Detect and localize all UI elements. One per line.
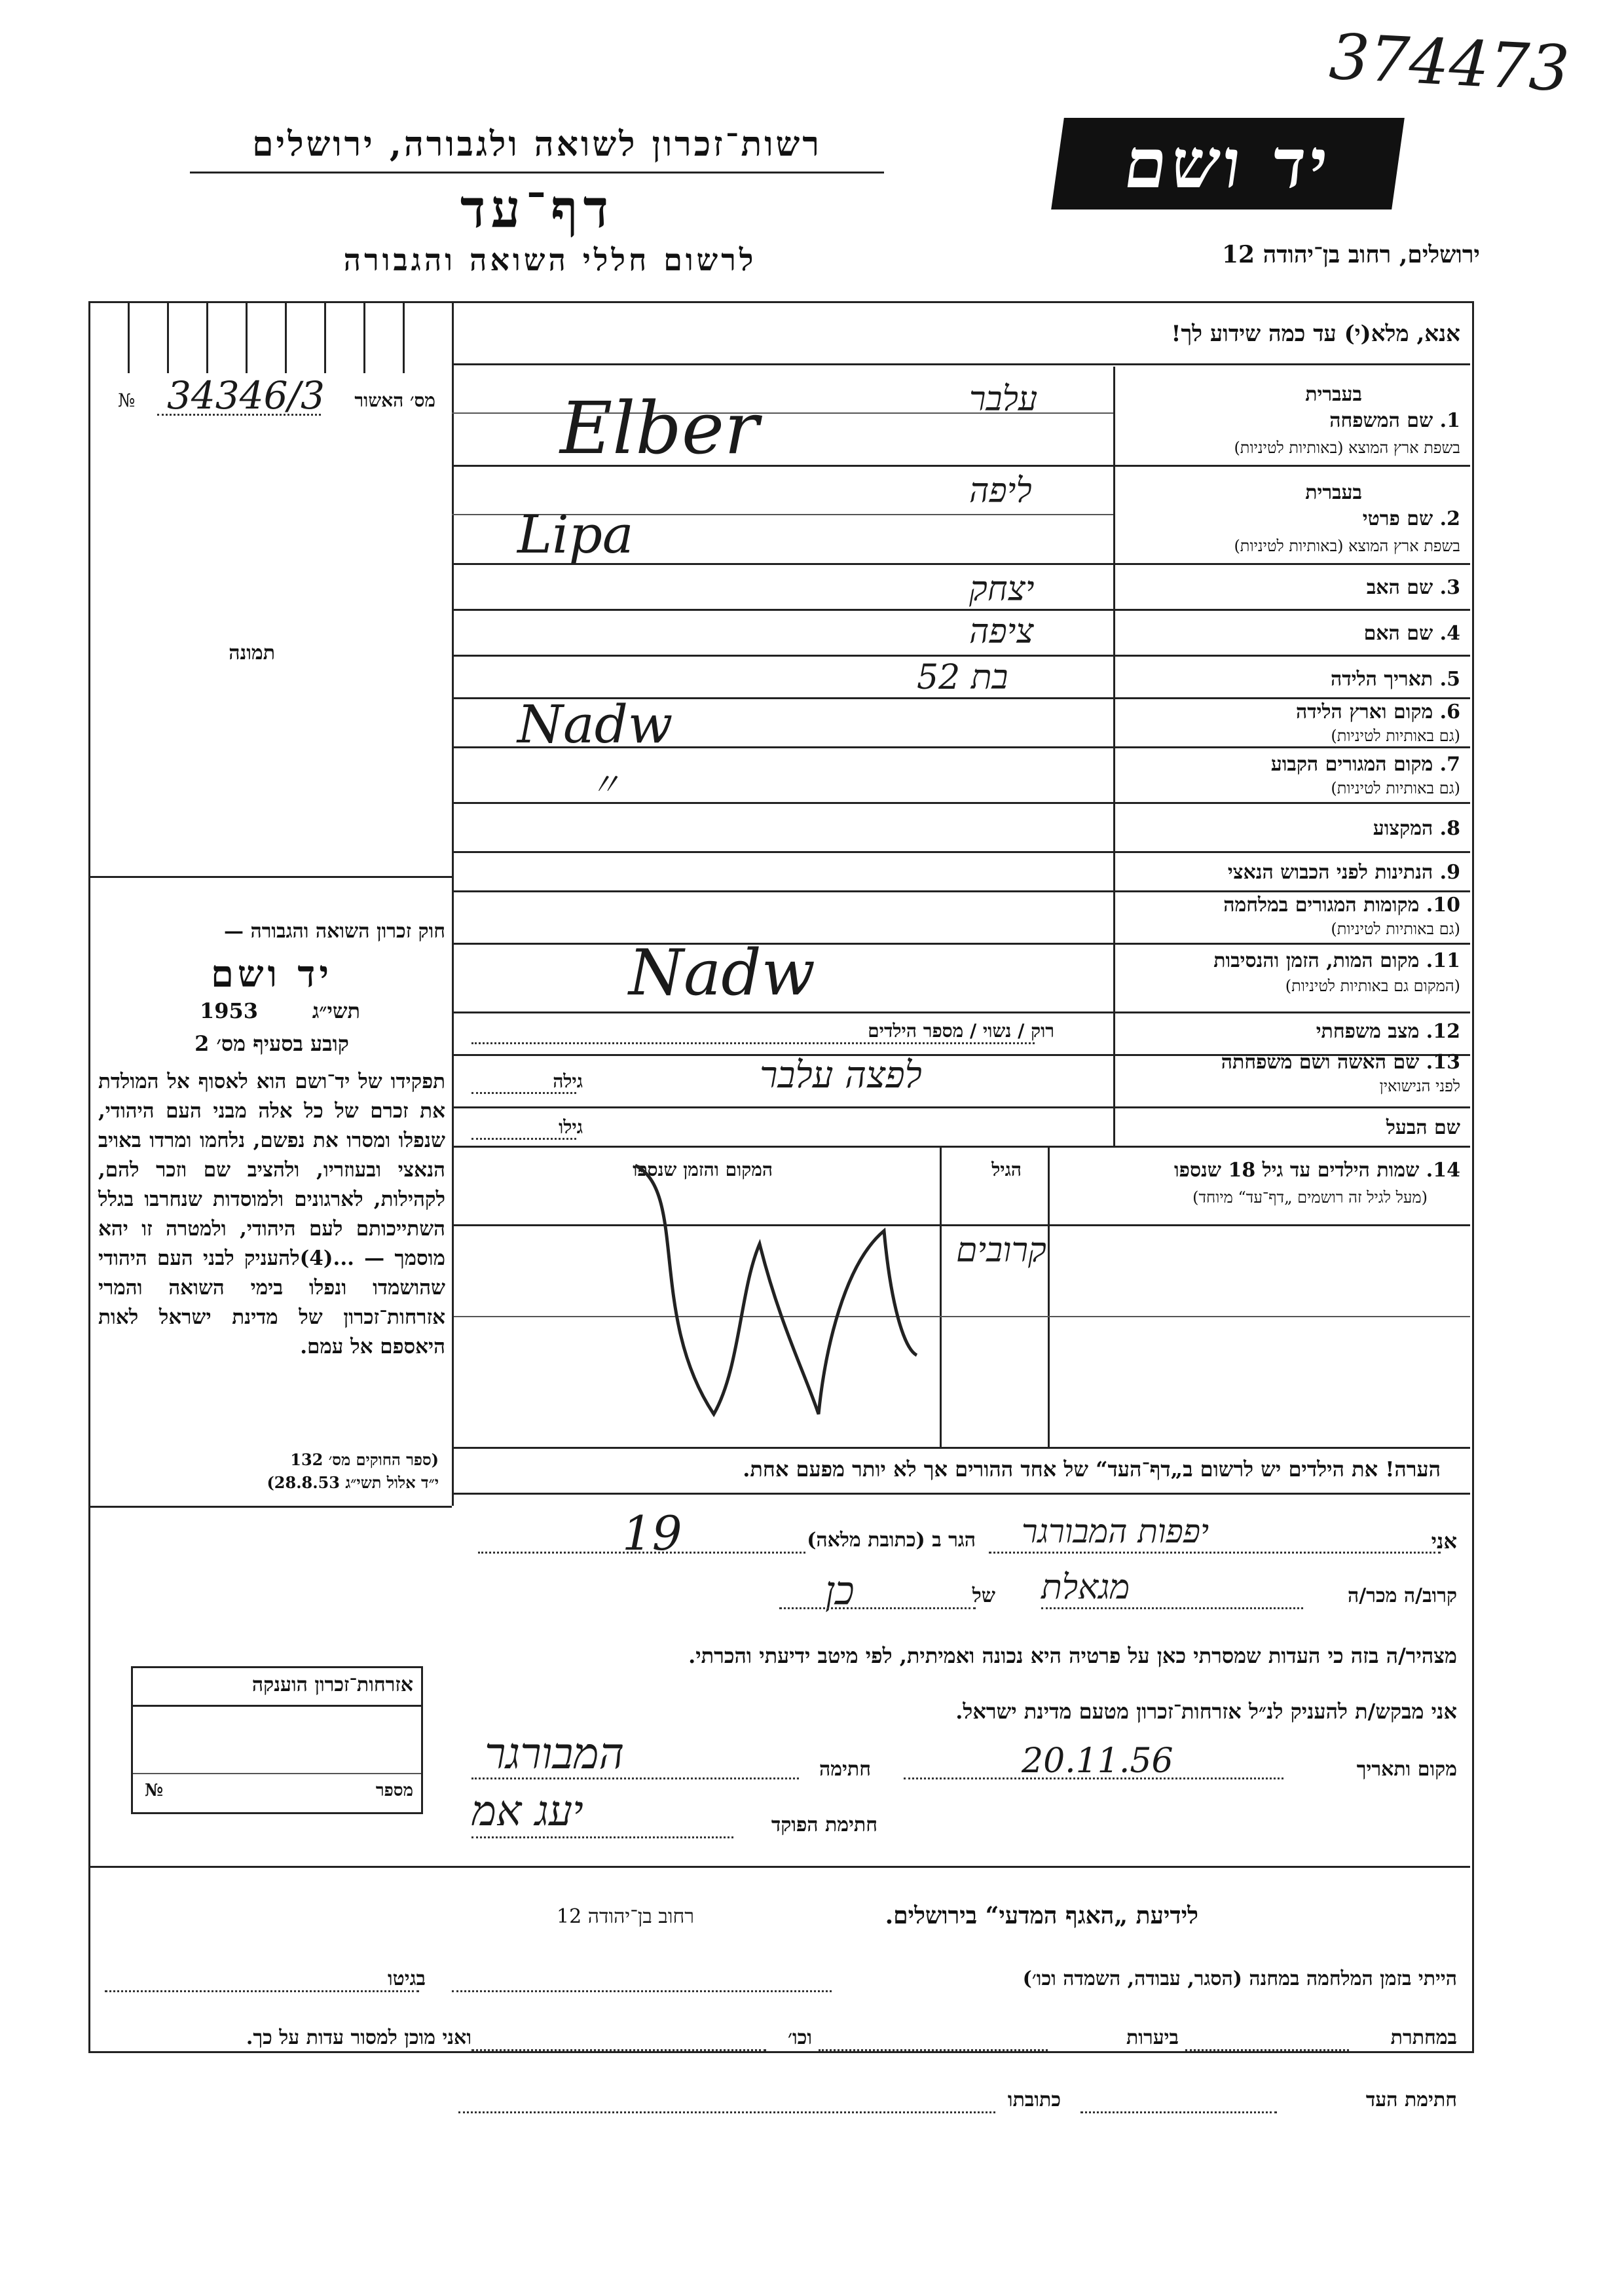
form-subtitle: לרשום חללי השואה והגבורה <box>343 242 757 278</box>
logo-text: יד ושם <box>1119 123 1337 204</box>
approval-label: מס׳ האשור <box>354 390 435 411</box>
footer-forests: ביערות <box>1126 2026 1179 2049</box>
declarant-address-label: הגר ב (כתובת מלאה) <box>807 1529 976 1552</box>
field-1-value-latin: Elber <box>560 386 759 470</box>
field-2-value-hebrew: ליפה <box>969 471 1032 511</box>
law-source-date: י״ד אלול תשי״ג 28.8.53) <box>267 1473 439 1492</box>
law-year: 1953 <box>200 998 259 1023</box>
law-source: (ספר החוקים מס׳ 132 <box>290 1450 439 1469</box>
footer-etc: וכו׳ <box>788 2026 812 2049</box>
children-age-header: הגיל <box>991 1159 1022 1180</box>
relation-name: מגאלת <box>1041 1568 1130 1607</box>
signature: המבורגר <box>485 1728 625 1779</box>
law-year-hebrew: תשי״ג <box>312 998 360 1023</box>
citizenship-number-label: מספר <box>375 1781 413 1800</box>
age-label-husband: גילו <box>559 1116 583 1138</box>
request-text: אני מבקש/ת להעניק לנ״ל אזרחות־זכרון מטעם מדינת ישראל. <box>955 1699 1457 1724</box>
citizenship-number-prefix: № <box>145 1781 164 1800</box>
instruction: אנא, מלא(י) עד כמה שידוע לך! <box>1171 321 1460 347</box>
field-6-value: Nadw <box>517 694 673 755</box>
field-13-value: לפצה עלבר <box>760 1054 922 1097</box>
footer-signature-label: חתימת העד <box>1365 2088 1457 2111</box>
field-1-hebrew-tag: בעברית <box>1305 383 1362 406</box>
field-3-label: 3. שם האב <box>1366 576 1460 599</box>
footer-title: לידיעת „האגף המדעי“ בירושלים. <box>885 1902 1198 1929</box>
cross-out-scribble <box>609 1152 923 1440</box>
official-signature: יעג אמ <box>471 1787 583 1836</box>
field-7-note: (גם באותיות לטיניות) <box>1331 779 1460 797</box>
approval-prefix: № <box>118 390 136 411</box>
form-title: דף־עד <box>460 178 614 240</box>
field-6-note: (גם באותיות לטיניות) <box>1331 727 1460 745</box>
footer-address: רחוב בן־יהודה 12 <box>557 1905 694 1928</box>
footer-underground: במחתרת <box>1390 2026 1457 2049</box>
field-1-value-hebrew: עלבר <box>969 380 1038 419</box>
footer-address-label: כתובתו <box>1007 2088 1061 2111</box>
citizenship-title: אזרחות־זכרון הוענקה <box>251 1673 413 1696</box>
age-label-wife: גילה <box>553 1070 583 1092</box>
children-note: (מעל לגיל זה רושמים „דף־עד“ מיוחד) <box>1192 1188 1428 1207</box>
date-value: 20.11.56 <box>1022 1741 1173 1781</box>
field-5-value: בת 52 <box>917 658 1008 697</box>
field-4-label: 4. שם האם <box>1363 622 1460 645</box>
field-2-value-latin: Lipa <box>517 504 634 565</box>
marital-options: רוק / נשוי / מספר הילדים <box>868 1020 1054 1042</box>
field-4-value: ציפה <box>969 612 1034 651</box>
footer-line1: הייתי בזמן המלחמה במחנה (הסגר, עבודה, השמדה וכו׳) <box>1022 1967 1457 1990</box>
declarant-prefix: אני <box>1431 1529 1457 1554</box>
field-3-value: יצחק <box>969 570 1035 609</box>
relation-value: כן <box>825 1568 855 1614</box>
field-9-label: 9. הנתינות לפני הכבוש הנאצי <box>1227 861 1460 884</box>
law-name: יד ושם <box>210 953 333 996</box>
approval-number: 34346/3 <box>167 373 325 418</box>
field-7-label: 7. מקום המגורים הקבוע <box>1270 753 1460 776</box>
law-title: חוק זכרון השואה והגבורה — <box>224 920 445 943</box>
husband-label: שם הבעל <box>1386 1116 1460 1139</box>
children-entry-place: קרובים <box>956 1231 1046 1270</box>
field-12-label: 12. מצב משפחתי <box>1316 1020 1460 1043</box>
photo-label: תמונה <box>229 642 275 665</box>
code-boxes <box>88 301 452 373</box>
field-11-note: (המקום גם באותיות לטיניות) <box>1285 977 1460 995</box>
archive-number: 374473 <box>1327 20 1572 106</box>
children-place-header: המקום והזמן שנספו <box>633 1159 773 1180</box>
signature-label: חתימה <box>819 1758 871 1781</box>
field-5-label: 5. תאריך הלידה <box>1331 668 1460 691</box>
relation-prefix: קרוב/ה מכר/ה <box>1348 1584 1457 1607</box>
field-2-note: בשפת ארץ המוצא (באותיות לטיניות) <box>1234 537 1460 555</box>
yad-vashem-logo <box>1051 118 1405 210</box>
citizenship-box <box>131 1666 423 1814</box>
field-2-label: 2. שם פרטי <box>1362 507 1460 530</box>
relation-word: של <box>972 1584 995 1607</box>
footer-testimony: ואני מוכן למסור עדות על כך. <box>246 2026 471 2049</box>
declarant-name: יפפות המבורגר <box>1022 1512 1209 1550</box>
note: הערה! את הילדים יש לרשום ב„דף־העד“ של אחד ההורים אך לא יותר מפעם אחת. <box>743 1457 1441 1482</box>
declaration-text: מצהיר/ה בזה כי העדות שמסרתי כאן על פרטיה היא נכונה ואמיתית, לפי מיטב ידיעתי והכרתי. <box>688 1643 1457 1668</box>
children-label: 14. שמות הילדים עד גיל 18 שנספו <box>1173 1159 1460 1182</box>
field-1-label: 1. שם המשפחה <box>1329 409 1460 432</box>
footer-ghetto: בגיטו <box>387 1967 426 1990</box>
field-11-value: Nadw <box>629 936 815 1010</box>
address: ירושלים, רחוב בן־יהודה 12 <box>1221 241 1480 268</box>
law-clause: קובע בסעיף מס׳ 2 <box>194 1031 349 1056</box>
law-body: תפקידו של יד־ושם הוא לאסוף אל המולדת את זכרם של כל אלה מבני העם היהודי, שנפלו ומסרו את נפשם, נלחמו ומרדו באויב הנאצי ובעוזריו, ולהציב שם וזכר להם, לקהילות, לארגונים ולמוסדות שנחרבו בגלל השתייכותם לעם היהודי, ולמטרה זו יהא מוסמך — ...(4)להעניק לבני העם היהודי שהושמדו ונפלו בימי השואה והמרי אזרחות־זכרון של מדינת ישראל לאות היאספם אל עמם. <box>98 1070 445 1358</box>
date-label: מקום ותאריך <box>1356 1758 1457 1781</box>
field-11-label: 11. מקום המות, הזמן והנסיבות <box>1213 949 1460 972</box>
declarant-address: 19 <box>622 1506 682 1561</box>
field-8-label: 8. המקצוע <box>1373 817 1460 840</box>
field-7-value: 〃 <box>589 767 621 803</box>
field-13-note: לפני הנישואין <box>1379 1077 1460 1095</box>
field-13-label: 13. שם האשה ושם משפחתה <box>1221 1051 1460 1074</box>
field-10-note: (גם באותיות לטיניות) <box>1331 920 1460 938</box>
field-2-hebrew-tag: בעברית <box>1305 481 1362 504</box>
field-10-label: 10. מקומות המגורים במלחמה <box>1223 894 1460 917</box>
official-label: חתימת הפוקד <box>771 1813 877 1836</box>
field-1-note: בשפת ארץ המוצא (באותיות לטיניות) <box>1234 439 1460 457</box>
field-6-label: 6. מקום וארץ הלידה <box>1295 701 1460 723</box>
authority-name: רשות־זכרון לשואה ולגבורה, ירושלים <box>252 124 822 164</box>
